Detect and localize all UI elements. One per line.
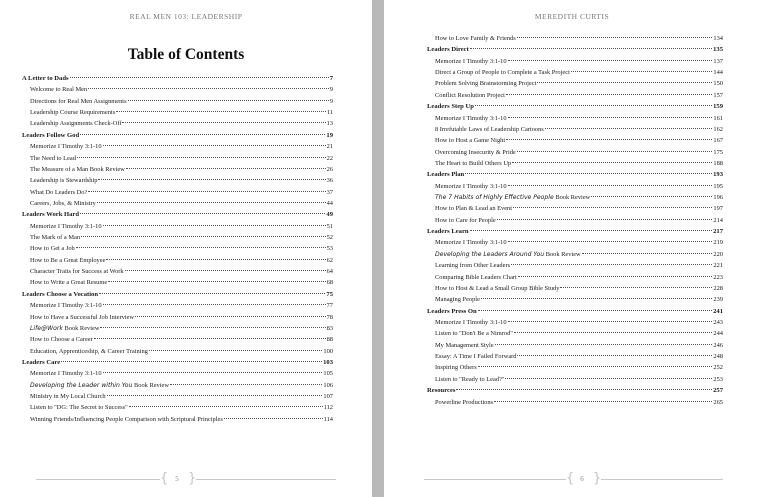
dot-leader bbox=[100, 327, 325, 328]
toc-entry-title: My Management Style bbox=[435, 341, 494, 349]
toc-page-number: 107 bbox=[323, 393, 333, 401]
toc-page-number: 188 bbox=[713, 159, 723, 167]
dot-leader bbox=[470, 230, 713, 231]
toc-page-number: 248 bbox=[713, 353, 723, 361]
toc-entry[interactable] bbox=[22, 312, 333, 323]
dot-leader bbox=[103, 372, 323, 373]
dot-leader bbox=[470, 48, 712, 49]
footer-rule-right bbox=[601, 479, 723, 480]
toc-page-number: 11 bbox=[326, 109, 333, 117]
dot-leader bbox=[478, 310, 712, 311]
toc-entry[interactable] bbox=[22, 232, 333, 243]
toc-entry[interactable] bbox=[427, 283, 723, 294]
toc-page-number: 37 bbox=[326, 188, 333, 196]
dot-leader bbox=[456, 389, 712, 390]
toc-entry-title: Comparing Bible Leaders Chart bbox=[435, 273, 517, 281]
dot-leader bbox=[149, 350, 323, 351]
dot-leader bbox=[70, 77, 329, 78]
toc-section-heading[interactable] bbox=[427, 44, 723, 55]
brace-right-icon: } bbox=[593, 471, 602, 486]
toc-page-number: 196 bbox=[713, 194, 723, 202]
dot-leader bbox=[508, 321, 713, 322]
toc-section-heading[interactable] bbox=[427, 101, 723, 112]
toc-page-number: 78 bbox=[326, 313, 333, 321]
toc-page-number: 243 bbox=[713, 318, 723, 326]
dot-leader bbox=[495, 344, 713, 345]
toc-entry[interactable] bbox=[22, 153, 333, 164]
toc-entry[interactable] bbox=[427, 135, 723, 146]
toc-page-number: 52 bbox=[326, 234, 333, 242]
toc-entry[interactable] bbox=[22, 255, 333, 266]
toc-page-number: 252 bbox=[713, 364, 723, 372]
toc-page-number: 241 bbox=[713, 307, 723, 315]
toc-entry-title: How to Plan & Lead an Event bbox=[435, 205, 513, 213]
dot-leader bbox=[103, 225, 326, 226]
toc-entry[interactable] bbox=[427, 397, 723, 408]
toc-entry[interactable] bbox=[427, 317, 723, 328]
toc-entry[interactable] bbox=[427, 158, 723, 169]
dot-leader bbox=[125, 270, 326, 271]
dot-leader bbox=[475, 105, 712, 106]
toc-section-heading[interactable] bbox=[427, 226, 723, 237]
dot-leader bbox=[505, 378, 712, 379]
toc-entry[interactable] bbox=[427, 78, 723, 89]
toc-entry[interactable] bbox=[427, 340, 723, 351]
dot-leader bbox=[116, 111, 326, 112]
toc-entry[interactable] bbox=[22, 107, 333, 118]
toc-entry-title: Leaders Care bbox=[22, 358, 61, 366]
toc-entry-title: The Need to Lead bbox=[30, 154, 76, 162]
toc-entry-title: Conflict Resolution Project bbox=[435, 91, 505, 99]
toc-page-number: 100 bbox=[323, 347, 333, 355]
dot-leader bbox=[81, 236, 326, 237]
dot-leader bbox=[537, 82, 712, 83]
toc-page-number: 19 bbox=[326, 131, 333, 139]
toc-list bbox=[22, 73, 333, 425]
dot-leader bbox=[506, 139, 712, 140]
dot-leader bbox=[518, 276, 713, 277]
toc-entry-title: How to Love Family & Friends bbox=[435, 35, 516, 42]
toc-entry-title: 8 Irrefutable Laws of Leadership Cartoons bbox=[435, 125, 544, 133]
dot-leader bbox=[170, 384, 322, 385]
book-title: Life@Work bbox=[30, 324, 63, 332]
toc-entry[interactable] bbox=[22, 175, 333, 186]
toc-section-heading[interactable] bbox=[22, 357, 333, 368]
toc-entry-title: Leaders Learn bbox=[427, 228, 469, 236]
footer-rule-left bbox=[424, 479, 566, 480]
toc-entry[interactable] bbox=[427, 67, 723, 78]
toc-entry[interactable] bbox=[22, 221, 333, 232]
toc-page-number: 9 bbox=[329, 97, 333, 105]
toc-entry[interactable] bbox=[22, 164, 333, 175]
toc-page-number: 62 bbox=[326, 256, 333, 264]
toc-entry[interactable] bbox=[427, 362, 723, 373]
toc-entry-title: Leaders Step Up bbox=[427, 103, 474, 111]
dot-leader bbox=[122, 122, 325, 123]
toc-page-number: 162 bbox=[713, 125, 723, 133]
dot-leader bbox=[128, 100, 329, 101]
toc-entry[interactable] bbox=[427, 249, 723, 260]
dot-leader bbox=[511, 264, 712, 265]
toc-page-number: 159 bbox=[713, 103, 723, 111]
toc-entry[interactable] bbox=[427, 56, 723, 67]
toc-entry-title: Leaders Choose a Vocation bbox=[22, 290, 99, 298]
toc-entry-title: Leadership Course Requirements bbox=[30, 109, 116, 117]
book-title: Developing the Leader within You bbox=[30, 381, 133, 389]
toc-entry-title: Memorize I Timothy 3:1-10 bbox=[435, 114, 507, 122]
toc-page-number: 77 bbox=[326, 302, 333, 310]
dot-leader bbox=[106, 259, 325, 260]
toc-entry-label: Book Review bbox=[545, 250, 581, 258]
toc-entry-title: Memorize I Timothy 3:1-10 bbox=[435, 57, 507, 65]
toc-page-number: 75 bbox=[326, 290, 333, 298]
dot-leader bbox=[517, 37, 713, 38]
toc-entry-title: Leaders Direct bbox=[427, 46, 469, 54]
footer-rule-right bbox=[196, 479, 336, 480]
toc-entry[interactable] bbox=[427, 124, 723, 135]
toc-entry-title: How to Write a Great Resume bbox=[30, 279, 108, 287]
toc-entry[interactable] bbox=[22, 84, 333, 95]
toc-entry-title: Memorize I Timothy 3:1-10 bbox=[30, 370, 102, 378]
toc-section-heading[interactable] bbox=[22, 73, 333, 84]
toc-entry-title: Winning Friends/Influencing People Comparison with Scriptural Principles bbox=[30, 415, 223, 423]
toc-page-number: 239 bbox=[713, 296, 723, 304]
page-footer bbox=[0, 472, 372, 486]
dot-leader bbox=[88, 191, 325, 192]
toc-entry-title: Ministry in My Local Church bbox=[30, 393, 106, 401]
toc-page-number: 246 bbox=[713, 341, 723, 349]
dot-leader bbox=[506, 94, 712, 95]
toc-page-number: 36 bbox=[326, 177, 333, 185]
toc-entry-title: Essay: A Time I Failed Forward bbox=[435, 353, 517, 361]
dot-leader bbox=[77, 157, 326, 158]
toc-entry[interactable] bbox=[22, 141, 333, 152]
toc-page-number: 167 bbox=[713, 137, 723, 145]
toc-section-heading[interactable] bbox=[22, 289, 333, 300]
toc-page-number: 68 bbox=[326, 279, 333, 287]
dot-leader bbox=[545, 128, 713, 129]
toc-page-number: 22 bbox=[326, 154, 333, 162]
toc-page-number: 220 bbox=[713, 250, 723, 258]
dot-leader bbox=[97, 202, 326, 203]
toc-entry-title: Direct a Group of People to Complete a Task Project bbox=[435, 69, 570, 77]
toc-entry-title: Leadership Assignments Check-Off bbox=[30, 120, 122, 128]
toc-page-number: 193 bbox=[713, 171, 723, 179]
toc-entry-title: Leaders Work Hard bbox=[22, 211, 80, 219]
dot-leader bbox=[517, 151, 713, 152]
toc-entry[interactable] bbox=[427, 33, 723, 44]
toc-page-number: 217 bbox=[713, 228, 723, 236]
toc-entry[interactable] bbox=[22, 368, 333, 379]
dot-leader bbox=[76, 247, 326, 248]
right-page bbox=[384, 0, 760, 497]
brace-left-icon: { bbox=[160, 471, 169, 486]
running-head: REAL MEN 103: LEADERSHIP bbox=[129, 12, 243, 21]
toc-entry[interactable] bbox=[427, 181, 723, 192]
toc-page-number: 253 bbox=[713, 375, 723, 383]
dot-leader bbox=[108, 281, 325, 282]
toc-page-number: 112 bbox=[323, 404, 333, 412]
toc-entry[interactable] bbox=[22, 346, 333, 357]
toc-entry[interactable] bbox=[22, 198, 333, 209]
dot-leader bbox=[135, 316, 326, 317]
toc-entry-title: Memorize I Timothy 3:1-10 bbox=[435, 182, 507, 190]
toc-page-number: 26 bbox=[326, 165, 333, 173]
toc-entry[interactable] bbox=[427, 90, 723, 101]
toc-page-number: 51 bbox=[326, 222, 333, 230]
left-page bbox=[0, 0, 372, 497]
toc-entry-title bbox=[30, 380, 169, 391]
toc-page-number: 64 bbox=[326, 268, 333, 276]
toc-section-heading[interactable] bbox=[22, 209, 333, 220]
toc-page-number: 49 bbox=[326, 211, 333, 219]
page-footer bbox=[384, 472, 760, 486]
dot-leader bbox=[513, 207, 712, 208]
toc-entry-title: What Do Leaders Do? bbox=[30, 188, 88, 196]
toc-entry-title: Directions for Real Men Assignments bbox=[30, 97, 127, 105]
toc-entry-title: Memorize I Timothy 3:1-10 bbox=[30, 143, 102, 151]
toc-page-number: 214 bbox=[713, 216, 723, 224]
toc-entry-title: Character Traits for Success at Work bbox=[30, 268, 124, 276]
toc-entry[interactable] bbox=[427, 374, 723, 385]
toc-entry-title: Memorize I Timothy 3:1-10 bbox=[435, 318, 507, 326]
toc-entry-title: Overcoming Insecurity & Pride bbox=[435, 148, 516, 156]
toc-entry[interactable] bbox=[22, 277, 333, 288]
toc-entry-title: Listen to "Ready to Lead?" bbox=[435, 375, 505, 383]
dot-leader bbox=[107, 395, 323, 396]
toc-page-number: 106 bbox=[323, 381, 333, 389]
toc-page-number: 103 bbox=[323, 358, 333, 366]
toc-entry-title bbox=[30, 323, 99, 334]
toc-entry[interactable] bbox=[427, 328, 723, 339]
toc-entry-title: How to Have a Successful Job Interview bbox=[30, 313, 134, 321]
toc-entry-title bbox=[435, 192, 590, 203]
dot-leader bbox=[465, 173, 712, 174]
toc-entry-title: Leaders Follow God bbox=[22, 131, 80, 139]
dot-leader bbox=[497, 219, 713, 220]
dot-leader bbox=[103, 304, 326, 305]
toc-entry[interactable] bbox=[22, 187, 333, 198]
running-head: MEREDITH CURTIS bbox=[534, 12, 610, 21]
toc-entry-title: Managing People bbox=[435, 296, 480, 304]
dot-leader bbox=[494, 401, 712, 402]
toc-page-number: 137 bbox=[713, 57, 723, 65]
toc-entry-title: The Heart to Build Others Up bbox=[435, 159, 512, 167]
toc-entry-title: Listen to "Don't Be a Nimrod" bbox=[435, 330, 513, 338]
toc-entry-title: How to Be a Great Employee bbox=[30, 256, 106, 264]
toc-page-number: 195 bbox=[713, 182, 723, 190]
toc-entry-title: Welcome to Real Men bbox=[30, 86, 88, 94]
toc-page-number: 221 bbox=[713, 262, 723, 270]
dot-leader bbox=[512, 162, 712, 163]
toc-entry[interactable] bbox=[22, 323, 333, 334]
dot-leader bbox=[508, 185, 713, 186]
toc-page-number: 53 bbox=[326, 245, 333, 253]
page-number: 6 bbox=[580, 475, 584, 483]
toc-entry-label: Book Review bbox=[134, 381, 169, 389]
toc-entry-title: Powerline Productions bbox=[435, 398, 494, 406]
toc-entry-title bbox=[435, 249, 581, 260]
dot-leader bbox=[224, 418, 323, 419]
toc-page-number: 105 bbox=[323, 370, 333, 378]
dot-leader bbox=[88, 88, 329, 89]
toc-entry-title: Memorize I Timothy 3:1-10 bbox=[435, 239, 507, 247]
toc-page-number: 265 bbox=[713, 398, 723, 406]
toc-entry-title: How to Care for People bbox=[435, 216, 496, 224]
toc-entry-title: How to Host a Game Night bbox=[435, 137, 506, 145]
toc-section-heading[interactable] bbox=[427, 306, 723, 317]
dot-leader bbox=[103, 145, 326, 146]
toc-section-heading[interactable] bbox=[22, 130, 333, 141]
toc-entry[interactable] bbox=[427, 215, 723, 226]
toc-page-number: 9 bbox=[329, 86, 333, 94]
page-gutter bbox=[372, 0, 384, 497]
toc-page-number: 197 bbox=[713, 205, 723, 213]
toc-page-number: 135 bbox=[713, 46, 723, 54]
toc-entry[interactable] bbox=[427, 260, 723, 271]
dot-leader bbox=[508, 241, 713, 242]
toc-page-number: 21 bbox=[326, 143, 333, 151]
toc-entry[interactable] bbox=[427, 294, 723, 305]
toc-page-number: 257 bbox=[713, 387, 723, 395]
toc-entry[interactable] bbox=[427, 192, 723, 203]
toc-entry-label: Book Review bbox=[64, 324, 100, 332]
toc-entry[interactable] bbox=[22, 380, 333, 391]
toc-entry-title: Learning from Other Leaders bbox=[435, 262, 511, 270]
toc-entry-title: A Letter to Dads bbox=[22, 75, 69, 82]
toc-entry[interactable] bbox=[22, 391, 333, 402]
dot-leader bbox=[98, 179, 325, 180]
toc-entry-title: Leadership is Stewardship bbox=[30, 177, 98, 185]
toc-entry[interactable] bbox=[427, 203, 723, 214]
dot-leader bbox=[514, 332, 713, 333]
toc-page-number: 244 bbox=[713, 330, 723, 338]
toc-section-heading[interactable] bbox=[427, 385, 723, 396]
toc-entry-title: Memorize I Timothy 3:1-10 bbox=[30, 222, 102, 230]
toc-page-number: 7 bbox=[329, 75, 333, 82]
toc-entry-title: Leaders Press On bbox=[427, 307, 477, 315]
dot-leader bbox=[571, 71, 713, 72]
dot-leader bbox=[61, 361, 322, 362]
toc-entry-title: Problem Solving Brainstorming Project bbox=[435, 80, 537, 88]
toc-entry[interactable] bbox=[427, 113, 723, 124]
toc-entry[interactable] bbox=[427, 351, 723, 362]
toc-page-number: 228 bbox=[713, 284, 723, 292]
dot-leader bbox=[94, 338, 326, 339]
toc-entry-title: How to Choose a Career bbox=[30, 336, 93, 344]
toc-title: Table of Contents bbox=[127, 46, 245, 63]
toc-entry[interactable] bbox=[22, 96, 333, 107]
toc-entry-label: Book Review bbox=[555, 194, 591, 202]
dot-leader bbox=[582, 253, 713, 254]
toc-entry-title: How to Host & Lead a Small Group Bible Study bbox=[435, 284, 560, 292]
toc-entry-title: Memorize I Timothy 3:1-10 bbox=[30, 302, 102, 310]
toc-page-number: 157 bbox=[713, 91, 723, 99]
toc-page-number: 175 bbox=[713, 148, 723, 156]
toc-entry-title: Education, Apprenticeship, & Career Training bbox=[30, 347, 148, 355]
toc-entry-title: Resources bbox=[427, 387, 456, 395]
brace-left-icon: { bbox=[566, 471, 575, 486]
toc-page-number: 83 bbox=[326, 324, 333, 332]
toc-page-number: 88 bbox=[326, 336, 333, 344]
dot-leader bbox=[129, 406, 323, 407]
toc-list bbox=[427, 33, 723, 408]
toc-entry[interactable] bbox=[22, 300, 333, 311]
toc-page-number: 44 bbox=[326, 199, 333, 207]
toc-page-number: 219 bbox=[713, 239, 723, 247]
toc-entry-title: Careers, Jobs, & Ministry bbox=[30, 199, 96, 207]
dot-leader bbox=[508, 117, 713, 118]
toc-entry[interactable] bbox=[22, 243, 333, 254]
dot-leader bbox=[478, 366, 713, 367]
toc-page-number: 114 bbox=[323, 415, 333, 423]
book-title: The 7 Habits of Highly Effective People bbox=[435, 194, 554, 202]
page-number: 5 bbox=[175, 475, 179, 483]
dot-leader bbox=[80, 213, 325, 214]
footer-rule-left bbox=[36, 479, 160, 480]
brace-right-icon: } bbox=[188, 471, 197, 486]
dot-leader bbox=[591, 196, 712, 197]
toc-entry[interactable] bbox=[427, 237, 723, 248]
toc-page-number: 144 bbox=[713, 69, 723, 77]
toc-entry-title: Leaders Plan bbox=[427, 171, 465, 179]
toc-section-heading[interactable] bbox=[427, 169, 723, 180]
dot-leader bbox=[126, 168, 326, 169]
dot-leader bbox=[508, 60, 713, 61]
toc-entry[interactable] bbox=[22, 334, 333, 345]
dot-leader bbox=[560, 287, 712, 288]
toc-entry-title: How to Get a Job bbox=[30, 245, 75, 253]
toc-entry-title: Inspiring Others bbox=[435, 364, 477, 372]
toc-entry-title: Listen to "DG: The Secret to Success" bbox=[30, 404, 128, 412]
toc-page-number: 161 bbox=[713, 114, 723, 122]
toc-entry[interactable] bbox=[22, 402, 333, 413]
toc-entry-title: The Measure of a Man Book Review bbox=[30, 165, 125, 173]
toc-entry[interactable] bbox=[427, 147, 723, 158]
dot-leader bbox=[80, 134, 325, 135]
dot-leader bbox=[99, 293, 325, 294]
toc-page-number: 13 bbox=[326, 120, 333, 128]
toc-page-number: 150 bbox=[713, 80, 723, 88]
dot-leader bbox=[481, 298, 713, 299]
toc-page-number: 223 bbox=[713, 273, 723, 281]
dot-leader bbox=[517, 355, 712, 356]
toc-page-number: 134 bbox=[713, 35, 723, 42]
toc-entry[interactable] bbox=[22, 414, 333, 425]
book-title: Developing the Leaders Around You bbox=[435, 250, 545, 258]
toc-entry[interactable] bbox=[22, 266, 333, 277]
toc-entry[interactable] bbox=[427, 272, 723, 283]
toc-entry-title: The Mark of a Man bbox=[30, 234, 81, 242]
toc-entry[interactable] bbox=[22, 118, 333, 129]
